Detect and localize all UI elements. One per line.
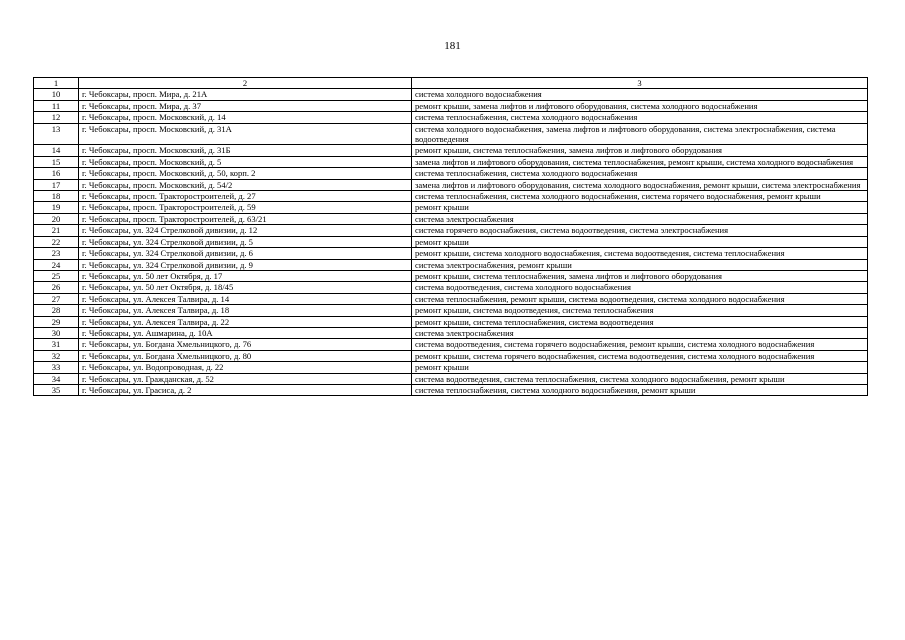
works-cell: система горячего водоснабжения, система водоотведения, система электроснабжения [412, 225, 868, 236]
table-row [34, 156, 868, 167]
address-cell: г. Чебоксары, ул. Грасиса, д. 2 [79, 384, 412, 395]
address-cell: г. Чебоксары, просп. Московский, д. 5 [79, 156, 412, 167]
row-number-cell: 33 [34, 362, 79, 373]
header-cell-number: 1 [34, 78, 79, 89]
row-number-cell: 19 [34, 202, 79, 213]
works-cell: система электроснабжения [412, 213, 868, 224]
row-number-cell: 18 [34, 191, 79, 202]
row-number-cell: 30 [34, 327, 79, 338]
table-body [34, 78, 868, 396]
address-cell: г. Чебоксары, ул. 50 лет Октября, д. 18/45 [79, 282, 412, 293]
table-row [34, 100, 868, 111]
row-number-cell: 25 [34, 270, 79, 281]
works-cell: ремонт крыши, замена лифтов и лифтового оборудования, система холодного водоснабжения [412, 100, 868, 111]
address-cell: г. Чебоксары, ул. Алексея Талвира, д. 18 [79, 305, 412, 316]
row-number-cell: 27 [34, 293, 79, 304]
address-cell: г. Чебоксары, ул. Богдана Хмельницкого, д. 76 [79, 339, 412, 350]
row-number-cell: 31 [34, 339, 79, 350]
table-row [34, 384, 868, 395]
address-cell: г. Чебоксары, ул. Алексея Талвира, д. 22 [79, 316, 412, 327]
header-cell-works: 3 [412, 78, 868, 89]
works-cell: ремонт крыши [412, 362, 868, 373]
works-cell: ремонт крыши, система горячего водоснабжения, система водоотведения, система холодного водоснабжения [412, 350, 868, 361]
row-number-cell: 21 [34, 225, 79, 236]
works-cell: система теплоснабжения, система холодного водоснабжения, ремонт крыши [412, 384, 868, 395]
row-number-cell: 17 [34, 179, 79, 190]
table-row [34, 282, 868, 293]
row-number-cell: 26 [34, 282, 79, 293]
row-number-cell: 34 [34, 373, 79, 384]
row-number-cell: 14 [34, 145, 79, 156]
address-cell: г. Чебоксары, просп. Московский, д. 50, корп. 2 [79, 168, 412, 179]
address-cell: г. Чебоксары, ул. 50 лет Октября, д. 17 [79, 270, 412, 281]
table-row [34, 112, 868, 123]
table-row [34, 191, 868, 202]
address-cell: г. Чебоксары, просп. Мира, д. 37 [79, 100, 412, 111]
table-row [34, 327, 868, 338]
address-cell: г. Чебоксары, просп. Московский, д. 31А [79, 123, 412, 145]
table-row [34, 350, 868, 361]
address-cell: г. Чебоксары, просп. Московский, д. 31Б [79, 145, 412, 156]
table-row [34, 225, 868, 236]
works-table [33, 77, 868, 396]
row-number-cell: 11 [34, 100, 79, 111]
table-row [34, 259, 868, 270]
table-row [34, 179, 868, 190]
works-cell: система холодного водоснабжения, замена лифтов и лифтового оборудования, система электроснабжения, система водоотведения [412, 123, 868, 145]
works-cell: замена лифтов и лифтового оборудования, система холодного водоснабжения, ремонт крыши, система электроснабжения [412, 179, 868, 190]
table-row [34, 316, 868, 327]
address-cell: г. Чебоксары, просп. Московский, д. 14 [79, 112, 412, 123]
works-cell: система теплоснабжения, система холодного водоснабжения [412, 168, 868, 179]
row-number-cell: 23 [34, 248, 79, 259]
works-cell: система теплоснабжения, система холодного водоснабжения, система горячего водоснабжения, ремонт крыши [412, 191, 868, 202]
works-cell: система теплоснабжения, ремонт крыши, система водоотведения, система холодного водоснабжения [412, 293, 868, 304]
table-row [34, 270, 868, 281]
row-number-cell: 32 [34, 350, 79, 361]
table-row [34, 145, 868, 156]
address-cell: г. Чебоксары, просп. Московский, д. 54/2 [79, 179, 412, 190]
header-cell-address: 2 [79, 78, 412, 89]
row-number-cell: 16 [34, 168, 79, 179]
address-cell: г. Чебоксары, просп. Мира, д. 21А [79, 89, 412, 100]
address-cell: г. Чебоксары, ул. Богдана Хмельницкого, д. 80 [79, 350, 412, 361]
address-cell: г. Чебоксары, просп. Тракторостроителей, д. 27 [79, 191, 412, 202]
works-cell: система теплоснабжения, система холодного водоснабжения [412, 112, 868, 123]
row-number-cell: 10 [34, 89, 79, 100]
row-number-cell: 24 [34, 259, 79, 270]
address-cell: г. Чебоксары, ул. 324 Стрелковой дивизии, д. 9 [79, 259, 412, 270]
table-row [34, 362, 868, 373]
row-number-cell: 22 [34, 236, 79, 247]
address-cell: г. Чебоксары, ул. 324 Стрелковой дивизии, д. 12 [79, 225, 412, 236]
works-cell: ремонт крыши, система теплоснабжения, система водоотведения [412, 316, 868, 327]
address-cell: г. Чебоксары, ул. 324 Стрелковой дивизии, д. 5 [79, 236, 412, 247]
table-row [34, 168, 868, 179]
row-number-cell: 12 [34, 112, 79, 123]
page-number: 181 [444, 40, 461, 52]
address-cell: г. Чебоксары, ул. Алексея Талвира, д. 14 [79, 293, 412, 304]
row-number-cell: 20 [34, 213, 79, 224]
row-number-cell: 15 [34, 156, 79, 167]
address-cell: г. Чебоксары, ул. Водопроводная, д. 22 [79, 362, 412, 373]
works-cell: ремонт крыши [412, 236, 868, 247]
address-cell: г. Чебоксары, просп. Тракторостроителей, д. 59 [79, 202, 412, 213]
address-cell: г. Чебоксары, ул. Гражданская, д. 52 [79, 373, 412, 384]
works-cell: ремонт крыши, система теплоснабжения, замена лифтов и лифтового оборудования [412, 270, 868, 281]
table-row [34, 339, 868, 350]
works-cell: система водоотведения, система холодного водоснабжения [412, 282, 868, 293]
row-number-cell: 13 [34, 123, 79, 145]
address-cell: г. Чебоксары, ул. Ашмарина, д. 10А [79, 327, 412, 338]
table-row [34, 123, 868, 145]
table-row [34, 373, 868, 384]
table-row [34, 89, 868, 100]
row-number-cell: 29 [34, 316, 79, 327]
works-cell: ремонт крыши, система холодного водоснабжения, система водоотведения, система теплоснабжения [412, 248, 868, 259]
row-number-cell: 28 [34, 305, 79, 316]
works-cell: ремонт крыши, система водоотведения, система теплоснабжения [412, 305, 868, 316]
table-row [34, 236, 868, 247]
row-number-cell: 35 [34, 384, 79, 395]
table-row [34, 202, 868, 213]
works-cell: система водоотведения, система теплоснабжения, система холодного водоснабжения, ремонт крыши [412, 373, 868, 384]
address-cell: г. Чебоксары, просп. Тракторостроителей, д. 63/21 [79, 213, 412, 224]
table-row [34, 293, 868, 304]
works-cell: ремонт крыши [412, 202, 868, 213]
works-cell: система водоотведения, система горячего водоснабжения, ремонт крыши, система холодного водоснабжения [412, 339, 868, 350]
works-cell: система холодного водоснабжения [412, 89, 868, 100]
table-row [34, 305, 868, 316]
works-cell: ремонт крыши, система теплоснабжения, замена лифтов и лифтового оборудования [412, 145, 868, 156]
works-cell: система электроснабжения [412, 327, 868, 338]
address-cell: г. Чебоксары, ул. 324 Стрелковой дивизии, д. 6 [79, 248, 412, 259]
table-row [34, 248, 868, 259]
table-header-row [34, 78, 868, 89]
works-cell: система электроснабжения, ремонт крыши [412, 259, 868, 270]
table-row [34, 213, 868, 224]
works-cell: замена лифтов и лифтового оборудования, система теплоснабжения, ремонт крыши, система холодного водоснабжения [412, 156, 868, 167]
